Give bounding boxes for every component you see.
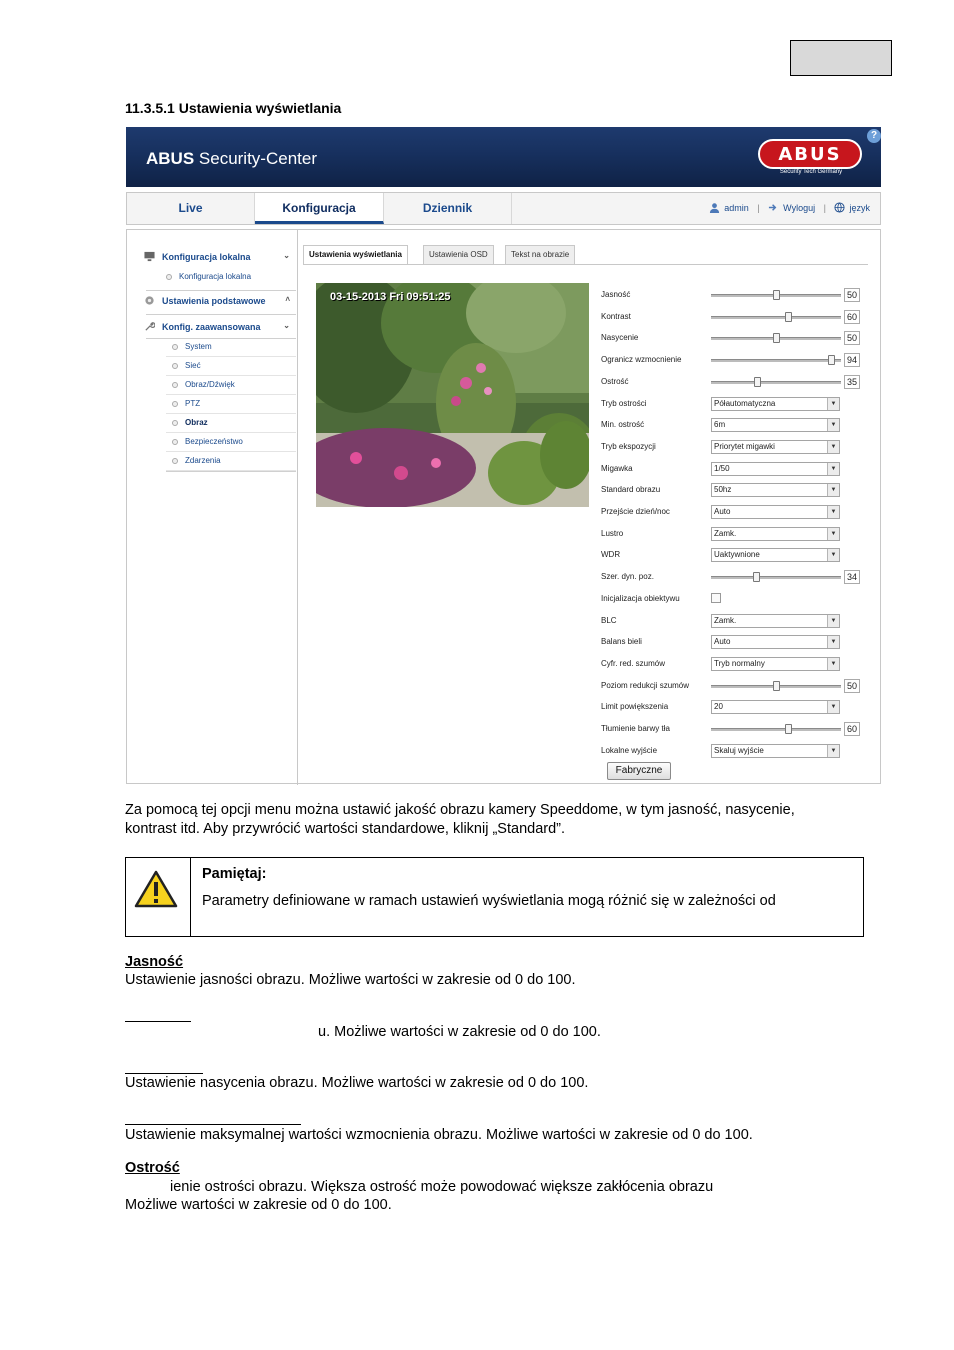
setting-label: Kontrast [601,312,631,321]
tab-dziennik[interactable]: Dziennik [384,193,512,224]
dropdown-value: Zamk. [714,529,737,538]
dropdown-value: Priorytet migawki [714,442,775,451]
camera-preview [316,283,589,507]
setting-checkbox[interactable] [711,593,721,603]
setting-row [601,395,871,415]
setting-dropdown[interactable] [711,397,840,411]
setting-dropdown[interactable] [711,527,840,541]
setting-label: Przejście dzień/noc [601,507,670,516]
dropdown-value: Auto [714,507,731,516]
slider-track[interactable] [711,316,841,319]
logout-icon [768,202,779,213]
setting-row [601,308,871,328]
setting-dropdown[interactable] [711,657,840,671]
dropdown-value: 50hz [714,485,732,494]
setting-row [601,373,871,393]
intro-text-line1: Za pomocą tej opcji menu można ustawić jakość obrazu kamery Speeddome, w tym jasność, nasycenie, [125,802,795,818]
setting-row [601,329,871,349]
sidebar-item-events[interactable]: Zdarzenia [166,452,296,471]
sidebar-item-image[interactable]: Obraz [166,414,296,433]
setting-label: Standard obrazu [601,485,661,494]
setting-row [601,525,871,545]
help-icon[interactable]: ? [867,129,881,143]
slider-handle[interactable] [753,572,760,582]
slider-value-input[interactable]: 60 [844,722,860,736]
slider-handle[interactable] [773,681,780,691]
app-title: ABUS Security-Center [146,149,317,168]
sharpness-title: Ostrość [125,1160,180,1176]
setting-dropdown[interactable] [711,614,840,628]
notice-title: Pamiętaj: [202,866,267,882]
sharpness-desc-line2: Możliwe wartości w zakresie od 0 do 100. [125,1197,392,1213]
setting-row [601,590,871,610]
setting-label: Balans bieli [601,637,642,646]
setting-row [601,633,871,653]
chevron-down-icon: ▼ [827,398,839,410]
chevron-down-icon: ▼ [827,636,839,648]
setting-row [601,460,871,480]
sidebar-basic-settings[interactable]: Ustawienia podstawowe ˄ [136,290,296,312]
setting-label: Lustro [601,529,624,538]
app-banner [126,127,881,187]
chevron-down-icon: ▼ [827,615,839,627]
notice-text: Parametry definiowane w ramach ustawień wyświetlania mogą różnić się w zależności od [202,893,776,909]
sidebar-item-security[interactable]: Bezpieczeństwo [166,433,296,452]
chevron-down-icon: ▼ [827,549,839,561]
preview-timestamp: 03-15-2013 Fri 09:51:25 [330,291,451,303]
warning-icon [134,870,178,908]
slider-track[interactable] [711,576,841,579]
tab-display-settings[interactable]: Ustawienia wyświetlania [303,245,408,265]
chevron-up-icon: ˄ [285,295,290,304]
setting-label: Min. ostrość [601,420,645,429]
sidebar-item-ptz[interactable]: PTZ [166,395,296,414]
chevron-down-icon: ▼ [827,528,839,540]
sidebar-item-network[interactable]: Sieć [166,357,296,376]
slider-value-input[interactable]: 60 [844,310,860,324]
setting-label: Tryb ekspozycji [601,442,656,451]
dropdown-value: 20 [714,702,723,711]
setting-label: Lokalne wyjście [601,746,658,755]
saturation-desc: Ustawienie nasycenia obrazu. Możliwe wartości w zakresie od 0 do 100. [125,1075,589,1091]
slider-track[interactable] [711,381,841,384]
contrast-title-underline [125,1021,191,1022]
setting-row [601,612,871,632]
setting-dropdown[interactable] [711,505,840,519]
setting-dropdown[interactable] [711,548,840,562]
abus-logo: ABUS [758,139,862,169]
dropdown-value: Uaktywnione [714,550,760,559]
gain-desc: Ustawienie maksymalnej wartości wzmocnienia obrazu. Możliwe wartości w zakresie od 0 do 100. [125,1127,753,1143]
setting-dropdown[interactable] [711,635,840,649]
setting-row [601,351,871,371]
slider-handle[interactable] [754,377,761,387]
dropdown-value: Tryb normalny [714,659,765,668]
setting-row [601,546,871,566]
chevron-down-icon: ▼ [827,484,839,496]
setting-dropdown[interactable] [711,462,840,476]
language-link[interactable]: język [849,202,870,213]
setting-row [601,481,871,501]
setting-label: Ostrość [601,377,629,386]
slider-value-input[interactable]: 50 [844,331,860,345]
setting-row [601,416,871,436]
chevron-down-icon: ▼ [827,506,839,518]
slider-value-input[interactable]: 34 [844,570,860,584]
logout-link[interactable]: Wyloguj [783,202,816,213]
sidebar-item-local-config[interactable]: Konfiguracja lokalna [160,268,290,287]
setting-label: Cyfr. red. szumów [601,659,666,668]
chevron-down-icon: ⌄ [283,251,290,260]
sidebar-item-image-sound[interactable]: Obraz/Dźwięk [166,376,296,395]
tab-konfiguracja[interactable]: Konfiguracja [255,193,384,224]
intro-text-line2: kontrast itd. Aby przywrócić wartości standardowe, kliknij „Standard”. [125,821,566,837]
chevron-down-icon: ▼ [827,463,839,475]
slider-handle[interactable] [773,333,780,343]
setting-label: Ogranicz wzmocnienie [601,355,682,364]
chevron-down-icon: ▼ [827,701,839,713]
setting-label: Tłumienie barwy tła [601,724,670,733]
globe-icon [834,202,845,213]
chevron-down-icon: ⌄ [283,321,290,330]
setting-dropdown[interactable] [711,700,840,714]
contrast-desc: u. Możliwe wartości w zakresie od 0 do 100. [318,1024,601,1040]
sidebar-advanced-config[interactable]: Konfig. zaawansowana ⌄ [136,316,296,338]
user-link[interactable]: admin [724,202,749,213]
chevron-down-icon: ▼ [827,419,839,431]
gain-title-underline [125,1124,301,1125]
brightness-title: Jasność [125,954,184,970]
setting-row [601,568,871,588]
chevron-down-icon: ▼ [827,441,839,453]
gear-icon [144,295,155,306]
setting-label: BLC [601,616,617,625]
setting-dropdown[interactable] [711,418,840,432]
slider-value-input[interactable]: 50 [844,288,860,302]
dropdown-value: 6m [714,420,726,429]
slider-handle[interactable] [785,312,792,322]
setting-label: Nasycenie [601,333,639,342]
setting-label: Migawka [601,464,633,473]
slider-value-input[interactable]: 94 [844,353,860,367]
setting-row [601,503,871,523]
config-sidebar [136,230,298,785]
sidebar-local-config[interactable]: Konfiguracja lokalna ⌄ [136,246,296,268]
page-number-box [790,40,892,76]
brightness-desc: Ustawienie jasności obrazu. Możliwe wartości w zakresie od 0 do 100. [125,972,576,988]
tab-osd-settings[interactable]: Ustawienia OSD [423,245,494,265]
slider-handle[interactable] [785,724,792,734]
dropdown-value: Zamk. [714,616,737,625]
tab-text-overlay[interactable]: Tekst na obrazie [505,245,575,265]
slider-track[interactable] [711,359,841,362]
dropdown-value: Półautomatyczna [714,399,776,408]
setting-dropdown[interactable] [711,483,840,497]
chevron-down-icon: ▼ [827,745,839,757]
setting-row [601,720,871,740]
dropdown-value: Skaluj wyjście [714,746,764,755]
nav-user-links: admin | Wyloguj | język [709,202,870,213]
section-heading: 11.3.5.1 Ustawienia wyświetlania [125,100,342,116]
dropdown-value: Auto [714,637,731,646]
sidebar-item-system[interactable]: System [166,338,296,357]
dropdown-value: 1/50 [714,464,730,473]
setting-dropdown[interactable] [711,744,840,758]
wrench-icon [144,321,155,332]
setting-row [601,698,871,718]
notice-box [125,857,864,937]
garden-image [316,283,589,507]
setting-label: Inicjalizacja obiektywu [601,594,680,603]
slider-value-input[interactable]: 35 [844,375,860,389]
reset-button[interactable]: Fabryczne [607,762,671,780]
setting-row [601,742,871,762]
setting-label: WDR [601,550,621,559]
slider-value-input[interactable]: 50 [844,679,860,693]
setting-dropdown[interactable] [711,440,840,454]
setting-row [601,655,871,675]
setting-label: Jasność [601,290,631,299]
main-nav [126,192,881,225]
setting-label: Tryb ostrości [601,399,647,408]
slider-track[interactable] [711,728,841,731]
monitor-icon [144,251,155,262]
sharpness-desc-line1: ienie ostrości obrazu. Większa ostrość może powodować większe zakłócenia obrazu [170,1179,714,1195]
setting-label: Poziom redukcji szumów [601,681,690,690]
slider-handle[interactable] [828,355,835,365]
setting-row [601,438,871,458]
config-panel [126,229,881,784]
logo-tagline: Security Tech Germany [779,169,843,175]
setting-label: Szer. dyn. poz. [601,572,654,581]
abus-security-center-screenshot [126,127,881,784]
chevron-down-icon: ▼ [827,658,839,670]
setting-label: Limit powiększenia [601,702,669,711]
tab-live[interactable]: Live [127,193,255,224]
slider-handle[interactable] [773,290,780,300]
setting-row [601,677,871,697]
setting-row [601,286,871,306]
user-icon [709,202,720,213]
